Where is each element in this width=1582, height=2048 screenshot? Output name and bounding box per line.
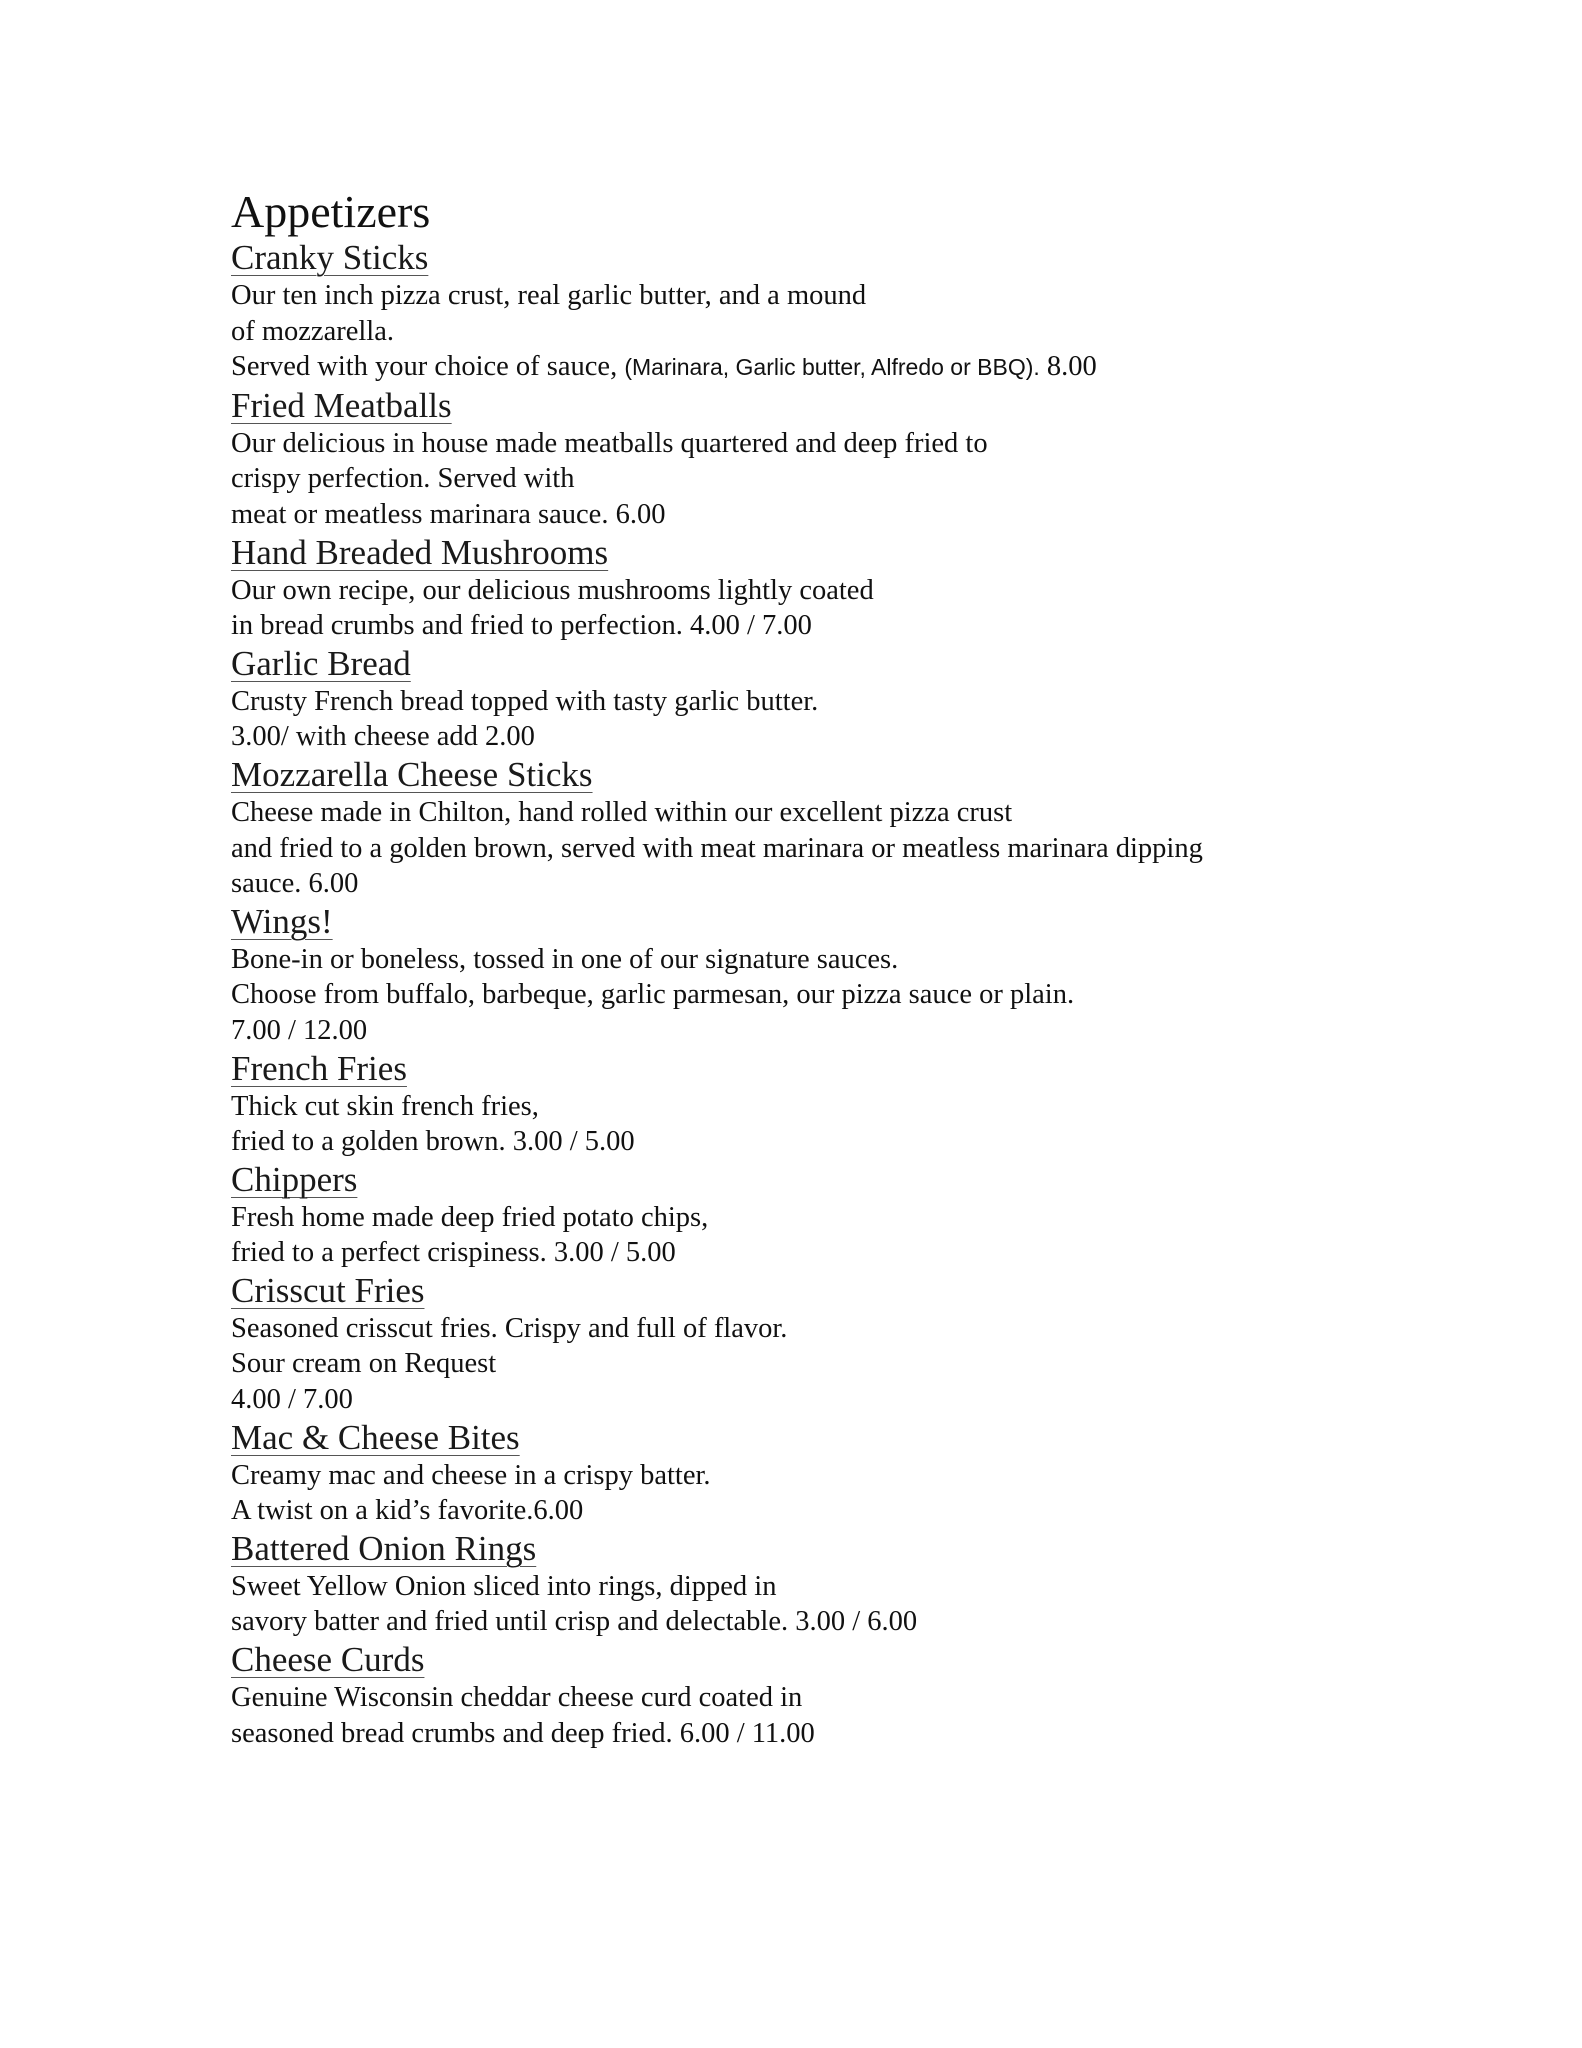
item-description-text: Served with your choice of sauce, — [231, 351, 625, 383]
item-name: Cheese Curds — [231, 1640, 425, 1680]
item-description: 4.00 / 7.00 — [231, 1384, 353, 1416]
item-description: meat or meatless marinara sauce. 6.00 — [231, 498, 666, 530]
item-name: Fried Meatballs — [231, 385, 452, 425]
item-name: Garlic Bread — [231, 643, 411, 683]
item-name: Hand Breaded Mushrooms — [231, 532, 609, 572]
item-description: Sour cream on Request — [231, 1348, 497, 1380]
menu-item-mozzarella-cheese-sticks — [231, 755, 1431, 902]
item-description: in bread crumbs and fried to perfection. 4.00 / 7.00 — [231, 610, 812, 642]
menu-item-french-fries — [231, 1049, 1431, 1160]
item-price: 8.00 — [1039, 351, 1097, 383]
item-name: Cranky Sticks — [231, 238, 429, 277]
item-description: Crusty French bread topped with tasty garlic butter. — [231, 685, 819, 717]
menu-item-garlic-bread — [231, 644, 1431, 755]
item-description: A twist on a kid’s favorite.6.00 — [231, 1495, 584, 1527]
item-description: Fresh home made deep fried potato chips, — [231, 1201, 709, 1233]
item-name: Mozzarella Cheese Sticks — [231, 754, 593, 794]
item-description: seasoned bread crumbs and deep fried. 6.00 / 11.00 — [231, 1717, 815, 1749]
item-description: Genuine Wisconsin cheddar cheese curd coated in — [231, 1682, 803, 1714]
item-description: Our delicious in house made meatballs quartered and deep fried to — [231, 427, 988, 459]
item-description: sauce. 6.00 — [231, 868, 359, 900]
item-description: 3.00/ with cheese add 2.00 — [231, 721, 535, 753]
item-description: Choose from buffalo, barbeque, garlic parmesan, our pizza sauce or plain. — [231, 979, 1075, 1011]
item-description: Seasoned crisscut fries. Crispy and full of flavor. — [231, 1312, 788, 1344]
item-description: Our ten inch pizza crust, real garlic butter, and a mound — [231, 280, 867, 311]
item-description: Creamy mac and cheese in a crispy batter. — [231, 1459, 711, 1491]
menu-item-hand-breaded-mushrooms — [231, 533, 1431, 644]
item-name: Wings! — [231, 901, 333, 941]
item-description: crispy perfection. Served with — [231, 463, 575, 495]
item-description: Thick cut skin french fries, — [231, 1090, 539, 1122]
item-description: fried to a golden brown. 3.00 / 5.00 — [231, 1126, 635, 1158]
item-description — [231, 349, 1431, 386]
item-description: 7.00 / 12.00 — [231, 1014, 368, 1046]
item-description: and fried to a golden brown, served with meat marinara or meatless marinara dipping — [231, 832, 1203, 864]
item-description: of mozzarella. — [231, 315, 394, 347]
item-name: Chippers — [231, 1159, 358, 1199]
item-description: fried to a perfect crispiness. 3.00 / 5.00 — [231, 1237, 676, 1269]
item-sauce-options: (Marinara, Garlic butter, Alfredo or BBQ). — [624, 354, 1040, 381]
menu-item-mac-cheese-bites — [231, 1418, 1431, 1529]
item-name: Battered Onion Rings — [231, 1528, 537, 1568]
item-description: Bone-in or boneless, tossed in one of our signature sauces. — [231, 943, 899, 975]
item-description: Sweet Yellow Onion sliced into rings, dipped in — [231, 1570, 777, 1602]
menu-item-cheese-curds — [231, 1640, 1431, 1751]
menu-item-wings — [231, 902, 1431, 1049]
menu-item-crisscut-fries — [231, 1271, 1431, 1418]
item-name: Crisscut Fries — [231, 1270, 425, 1310]
menu-item-cranky-sticks — [231, 238, 1431, 386]
menu-item-fried-meatballs — [231, 386, 1431, 533]
item-description: Cheese made in Chilton, hand rolled within our excellent pizza crust — [231, 796, 1013, 828]
menu-item-chippers — [231, 1160, 1431, 1271]
item-description: Our own recipe, our delicious mushrooms lightly coated — [231, 574, 874, 606]
menu-item-battered-onion-rings — [231, 1529, 1431, 1640]
item-description: savory batter and fried until crisp and delectable. 3.00 / 6.00 — [231, 1606, 918, 1638]
item-name: French Fries — [231, 1048, 407, 1088]
page-title: Appetizers — [231, 186, 431, 237]
item-name: Mac & Cheese Bites — [231, 1417, 520, 1457]
menu-page — [231, 186, 1431, 1751]
